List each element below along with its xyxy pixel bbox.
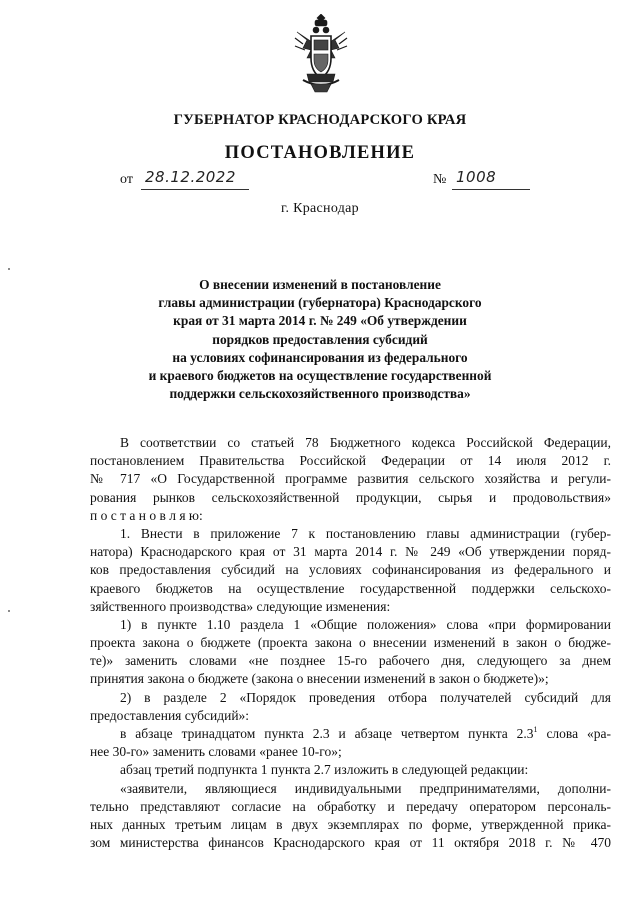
body-line: ков предоставления субсидий на условиях софинансирования из федерального и bbox=[90, 562, 611, 578]
body-line: проекта закона о бюджете (проекта закона о внесении изменений в закон о бюдже- bbox=[90, 635, 611, 651]
body-line: нее 30-го» заменить словами «ранее 10-го»; bbox=[90, 744, 342, 760]
city-line: г. Краснодар bbox=[281, 201, 359, 216]
body-line: рования рынков сельскохозяйственной продукции, сырья и продовольствия» bbox=[90, 489, 611, 505]
body-line: абзац третий подпункта 1 пункта 2.7 изложить в следующей редакции: bbox=[120, 762, 529, 778]
body-line: те)» заменить словами «не позднее 15-го рабочего дня, следующего за днем bbox=[90, 653, 611, 669]
body-line: краевого бюджетов на осуществление государственной поддержки сельскохо- bbox=[90, 580, 611, 596]
scan-speck bbox=[8, 610, 10, 612]
handwritten-number: 1008 bbox=[456, 168, 497, 186]
body-line: зяйственного производства» следующие изменения: bbox=[90, 598, 391, 614]
body-line: натора) Краснодарского края от 31 марта 2014 г. № 249 «Об утверждении поряд- bbox=[90, 544, 611, 560]
body-line: постановлением Правительства Российской Федерации от 14 июля 2012 г. bbox=[90, 453, 611, 469]
number-underline bbox=[452, 189, 530, 190]
title-line: О внесении изменений в постановление bbox=[199, 277, 441, 292]
body-line-resolve: п о с т а н о в л я ю: bbox=[90, 507, 203, 523]
issuer-heading: ГУБЕРНАТОР КРАСНОДАРСКОГО КРАЯ bbox=[173, 112, 467, 128]
body-line: 1) в пункте 1.10 раздела 1 «Общие положения» слова «при формировании bbox=[120, 616, 611, 632]
body-line: «заявители, являющиеся индивидуальными предпринимателями, дополни- bbox=[120, 780, 611, 796]
body-line: предоставления субсидий»: bbox=[90, 707, 250, 723]
document-type-heading: ПОСТАНОВЛЕНИЕ bbox=[224, 143, 416, 163]
body-line: тельно представляют согласие на обработку и передачу оператором персональ- bbox=[90, 798, 611, 814]
body-text: слова «ра- bbox=[537, 726, 611, 741]
body-line: 2) в разделе 2 «Порядок проведения отбора получателей субсидий для bbox=[120, 689, 611, 705]
body-line-superscript bbox=[90, 725, 611, 743]
body-line: 1. Внести в приложение 7 к постановлению главы администрации (губер- bbox=[120, 525, 611, 541]
title-line: края от 31 марта 2014 г. № 249 «Об утверждении bbox=[173, 313, 467, 329]
document-body bbox=[90, 434, 611, 852]
body-text: в абзаце тринадцатом пункта 2.3 и абзаце четвертом пункта 2.3 bbox=[120, 726, 534, 741]
title-line: порядков предоставления субсидий bbox=[212, 331, 428, 347]
scan-speck bbox=[8, 268, 10, 270]
date-label: от bbox=[120, 172, 133, 187]
handwritten-date: 28.12.2022 bbox=[145, 168, 236, 186]
title-line: главы администрации (губернатора) Краснодарского bbox=[158, 295, 482, 311]
coat-of-arms-icon bbox=[293, 14, 349, 94]
body-line: В соответствии со статьей 78 Бюджетного кодекса Российской Федерации, bbox=[120, 435, 611, 450]
superscript: 1 bbox=[533, 725, 538, 734]
body-line: № 717 «О Государственной программе развития сельского хозяйства и регули- bbox=[90, 471, 611, 487]
number-label: № bbox=[433, 172, 447, 187]
title-line: на условиях софинансирования из федерального bbox=[172, 349, 468, 365]
body-line: зом министерства финансов Краснодарского края от 11 октября 2018 г. № 470 bbox=[90, 835, 611, 851]
document-title bbox=[100, 276, 540, 403]
title-line: поддержки сельскохозяйственного производства» bbox=[169, 386, 471, 402]
title-line: и краевого бюджетов на осуществление государственной bbox=[148, 368, 492, 384]
body-line: ных данных третьим лицам в двух экземплярах по форме, утвержденной прика- bbox=[90, 816, 611, 832]
date-underline bbox=[141, 189, 249, 190]
body-line: принятия закона о бюджете (закона о внесении изменений в закон о бюджете)»; bbox=[90, 671, 549, 687]
